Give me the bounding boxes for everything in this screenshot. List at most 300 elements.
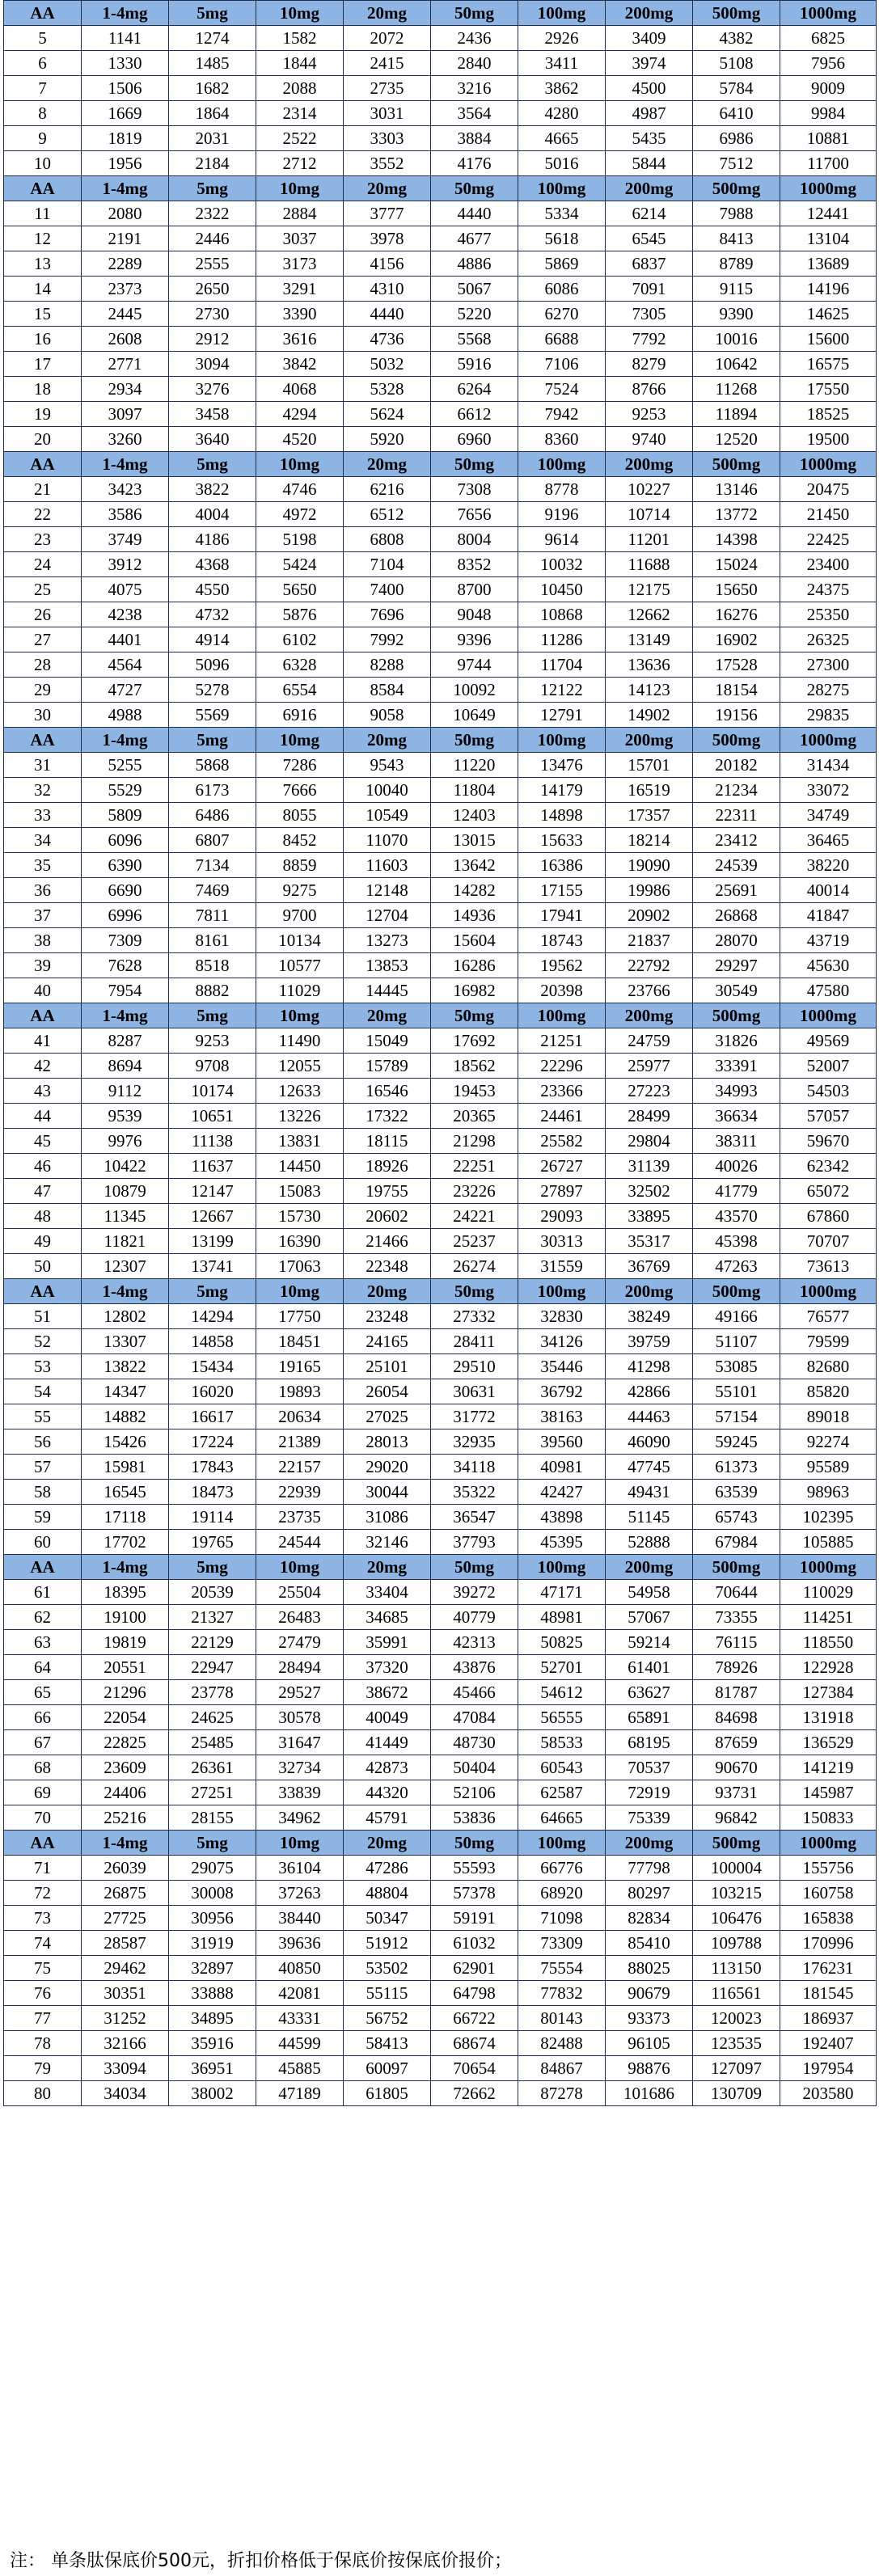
- column-header: 500mg: [693, 1279, 780, 1304]
- price-cell: 22939: [256, 1480, 344, 1505]
- price-cell: 2322: [169, 201, 256, 226]
- price-cell: 63627: [606, 1680, 693, 1705]
- column-header: 200mg: [606, 1555, 693, 1580]
- price-cell: 8004: [431, 527, 518, 552]
- price-cell: 67860: [780, 1204, 877, 1229]
- price-cell: 24375: [780, 577, 877, 602]
- price-cell: 37263: [256, 1881, 344, 1906]
- price-cell: 38220: [780, 853, 877, 878]
- price-cell: 13636: [606, 652, 693, 678]
- price-cell: 6102: [256, 627, 344, 652]
- price-cell: 9115: [693, 277, 780, 302]
- aa-length-cell: 12: [4, 226, 82, 251]
- price-cell: 61032: [431, 1931, 518, 1956]
- column-header: 20mg: [344, 176, 431, 201]
- price-cell: 15650: [693, 577, 780, 602]
- column-header: 20mg: [344, 452, 431, 477]
- column-header: 100mg: [518, 176, 606, 201]
- aa-length-cell: 46: [4, 1154, 82, 1179]
- price-cell: 25977: [606, 1054, 693, 1079]
- column-header: 10mg: [256, 1, 344, 26]
- price-cell: 26361: [169, 1755, 256, 1780]
- aa-length-cell: 15: [4, 302, 82, 327]
- price-cell: 2445: [82, 302, 169, 327]
- aa-length-cell: 34: [4, 828, 82, 853]
- price-cell: 27025: [344, 1404, 431, 1429]
- column-header: 1000mg: [780, 1, 877, 26]
- price-cell: 16286: [431, 953, 518, 978]
- table-row: [4, 903, 877, 928]
- price-cell: 16545: [82, 1480, 169, 1505]
- price-cell: 24625: [169, 1705, 256, 1730]
- price-cell: 7469: [169, 878, 256, 903]
- price-cell: 40014: [780, 878, 877, 903]
- price-cell: 84867: [518, 2056, 606, 2081]
- price-cell: 57154: [693, 1404, 780, 1429]
- column-header: AA: [4, 1555, 82, 1580]
- column-header: 100mg: [518, 1831, 606, 1856]
- price-cell: 80143: [518, 2006, 606, 2031]
- column-header: 200mg: [606, 728, 693, 753]
- price-cell: 33094: [82, 2056, 169, 2081]
- price-cell: 203580: [780, 2081, 877, 2106]
- price-cell: 38249: [606, 1304, 693, 1329]
- price-cell: 1141: [82, 26, 169, 51]
- column-header: 500mg: [693, 1831, 780, 1856]
- price-cell: 118550: [780, 1630, 877, 1655]
- table-row: [4, 602, 877, 627]
- price-cell: 9700: [256, 903, 344, 928]
- column-header: 5mg: [169, 1831, 256, 1856]
- price-cell: 2912: [169, 327, 256, 352]
- price-cell: 26483: [256, 1605, 344, 1630]
- price-cell: 23735: [256, 1505, 344, 1530]
- price-cell: 29510: [431, 1354, 518, 1379]
- column-header: 20mg: [344, 1831, 431, 1856]
- price-cell: 17528: [693, 652, 780, 678]
- price-cell: 9048: [431, 602, 518, 627]
- table-row: [4, 1129, 877, 1154]
- price-cell: 6486: [169, 803, 256, 828]
- price-cell: 34962: [256, 1805, 344, 1831]
- price-cell: 7286: [256, 753, 344, 778]
- column-header: 50mg: [431, 728, 518, 753]
- price-cell: 57067: [606, 1605, 693, 1630]
- price-cell: 10450: [518, 577, 606, 602]
- price-cell: 4440: [344, 302, 431, 327]
- price-cell: 73309: [518, 1931, 606, 1956]
- price-cell: 48981: [518, 1605, 606, 1630]
- price-cell: 15024: [693, 552, 780, 577]
- price-cell: 47263: [693, 1254, 780, 1279]
- aa-length-cell: 49: [4, 1229, 82, 1254]
- price-cell: 19562: [518, 953, 606, 978]
- price-cell: 11345: [82, 1204, 169, 1229]
- price-cell: 5569: [169, 703, 256, 728]
- price-cell: 61401: [606, 1655, 693, 1680]
- price-cell: 56752: [344, 2006, 431, 2031]
- price-cell: 6807: [169, 828, 256, 853]
- price-cell: 2934: [82, 377, 169, 402]
- price-cell: 3216: [431, 76, 518, 101]
- price-cell: 35322: [431, 1480, 518, 1505]
- price-cell: 20182: [693, 753, 780, 778]
- column-header: 1-4mg: [82, 1, 169, 26]
- aa-length-cell: 44: [4, 1104, 82, 1129]
- price-cell: 2184: [169, 151, 256, 176]
- aa-length-cell: 36: [4, 878, 82, 903]
- price-cell: 22296: [518, 1054, 606, 1079]
- price-cell: 19893: [256, 1379, 344, 1404]
- price-cell: 16902: [693, 627, 780, 652]
- aa-length-cell: 8: [4, 101, 82, 126]
- table-row: [4, 1079, 877, 1104]
- price-cell: 4382: [693, 26, 780, 51]
- table-row: [4, 2056, 877, 2081]
- price-cell: 35446: [518, 1354, 606, 1379]
- price-cell: 82834: [606, 1906, 693, 1931]
- price-cell: 12307: [82, 1254, 169, 1279]
- aa-length-cell: 30: [4, 703, 82, 728]
- aa-length-cell: 39: [4, 953, 82, 978]
- column-header: 1000mg: [780, 1279, 877, 1304]
- price-cell: 101686: [606, 2081, 693, 2106]
- price-cell: 4727: [82, 678, 169, 703]
- price-cell: 5328: [344, 377, 431, 402]
- price-cell: 7666: [256, 778, 344, 803]
- column-header: 100mg: [518, 728, 606, 753]
- price-cell: 7309: [82, 928, 169, 953]
- aa-length-cell: 20: [4, 427, 82, 452]
- price-cell: 6328: [256, 652, 344, 678]
- price-cell: 46090: [606, 1429, 693, 1455]
- price-cell: 6986: [693, 126, 780, 151]
- table-row: [4, 151, 877, 176]
- column-header: 500mg: [693, 1, 780, 26]
- price-cell: 23778: [169, 1680, 256, 1705]
- price-cell: 4280: [518, 101, 606, 126]
- price-cell: 16617: [169, 1404, 256, 1429]
- price-cell: 22947: [169, 1655, 256, 1680]
- price-cell: 5876: [256, 602, 344, 627]
- price-cell: 181545: [780, 1981, 877, 2006]
- price-cell: 102395: [780, 1505, 877, 1530]
- price-cell: 6390: [82, 853, 169, 878]
- column-header: 500mg: [693, 1555, 780, 1580]
- table-row: [4, 828, 877, 853]
- column-header: 1-4mg: [82, 1279, 169, 1304]
- price-cell: 11138: [169, 1129, 256, 1154]
- table-row: [4, 1755, 877, 1780]
- price-cell: 116561: [693, 1981, 780, 2006]
- price-cell: 38440: [256, 1906, 344, 1931]
- column-header: 100mg: [518, 1555, 606, 1580]
- aa-length-cell: 59: [4, 1505, 82, 1530]
- table-row: [4, 627, 877, 652]
- price-cell: 22825: [82, 1730, 169, 1755]
- table-row: [4, 251, 877, 277]
- column-header: 10mg: [256, 176, 344, 201]
- price-cell: 3749: [82, 527, 169, 552]
- price-cell: 13146: [693, 477, 780, 502]
- price-cell: 21296: [82, 1680, 169, 1705]
- aa-length-cell: 10: [4, 151, 82, 176]
- price-cell: 22251: [431, 1154, 518, 1179]
- price-cell: 3616: [256, 327, 344, 352]
- price-cell: 85820: [780, 1379, 877, 1404]
- price-cell: 47084: [431, 1705, 518, 1730]
- price-cell: 13853: [344, 953, 431, 978]
- price-cell: 29020: [344, 1455, 431, 1480]
- column-header: 10mg: [256, 1555, 344, 1580]
- price-cell: 155756: [780, 1856, 877, 1881]
- price-cell: 127097: [693, 2056, 780, 2081]
- table-row: [4, 652, 877, 678]
- price-cell: 14902: [606, 703, 693, 728]
- aa-length-cell: 13: [4, 251, 82, 277]
- price-cell: 18395: [82, 1580, 169, 1605]
- aa-length-cell: 78: [4, 2031, 82, 2056]
- price-cell: 90670: [693, 1755, 780, 1780]
- table-row: [4, 678, 877, 703]
- table-row: [4, 2081, 877, 2106]
- price-cell: 49431: [606, 1480, 693, 1505]
- aa-length-cell: 72: [4, 1881, 82, 1906]
- price-cell: 2072: [344, 26, 431, 51]
- price-cell: 186937: [780, 2006, 877, 2031]
- aa-length-cell: 21: [4, 477, 82, 502]
- price-cell: 31434: [780, 753, 877, 778]
- price-cell: 85410: [606, 1931, 693, 1956]
- aa-length-cell: 69: [4, 1780, 82, 1805]
- price-cell: 55593: [431, 1856, 518, 1881]
- price-cell: 9253: [606, 402, 693, 427]
- price-cell: 8360: [518, 427, 606, 452]
- column-header: 20mg: [344, 1555, 431, 1580]
- price-cell: 3822: [169, 477, 256, 502]
- price-cell: 10092: [431, 678, 518, 703]
- price-cell: 18926: [344, 1154, 431, 1179]
- price-cell: 34126: [518, 1329, 606, 1354]
- price-cell: 1506: [82, 76, 169, 101]
- column-header: 1000mg: [780, 452, 877, 477]
- price-cell: 47189: [256, 2081, 344, 2106]
- price-cell: 2373: [82, 277, 169, 302]
- price-cell: 31826: [693, 1028, 780, 1054]
- price-cell: 19156: [693, 703, 780, 728]
- table-row: [4, 226, 877, 251]
- price-cell: 26274: [431, 1254, 518, 1279]
- aa-length-cell: 9: [4, 126, 82, 151]
- price-cell: 59191: [431, 1906, 518, 1931]
- aa-length-cell: 58: [4, 1480, 82, 1505]
- table-row: [4, 1730, 877, 1755]
- price-cell: 14936: [431, 903, 518, 928]
- price-cell: 2840: [431, 51, 518, 76]
- price-cell: 29075: [169, 1856, 256, 1881]
- price-cell: 34749: [780, 803, 877, 828]
- aa-length-cell: 29: [4, 678, 82, 703]
- price-cell: 1485: [169, 51, 256, 76]
- price-cell: 192407: [780, 2031, 877, 2056]
- price-cell: 12441: [780, 201, 877, 226]
- price-cell: 7954: [82, 978, 169, 1003]
- table-row: [4, 1179, 877, 1204]
- table-body: [4, 1, 877, 2106]
- price-cell: 3097: [82, 402, 169, 427]
- price-cell: 45398: [693, 1229, 780, 1254]
- price-cell: 18743: [518, 928, 606, 953]
- table-row: [4, 201, 877, 226]
- price-cell: 28499: [606, 1104, 693, 1129]
- price-cell: 7656: [431, 502, 518, 527]
- aa-length-cell: 5: [4, 26, 82, 51]
- price-cell: 5032: [344, 352, 431, 377]
- table-row: [4, 1054, 877, 1079]
- table-row: [4, 1630, 877, 1655]
- price-cell: 12802: [82, 1304, 169, 1329]
- table-row: [4, 1780, 877, 1805]
- price-cell: 38163: [518, 1404, 606, 1429]
- price-cell: 24461: [518, 1104, 606, 1129]
- price-cell: 31086: [344, 1505, 431, 1530]
- price-cell: 19500: [780, 427, 877, 452]
- price-cell: 27332: [431, 1304, 518, 1329]
- price-cell: 9275: [256, 878, 344, 903]
- column-header: 500mg: [693, 452, 780, 477]
- price-cell: 1669: [82, 101, 169, 126]
- price-cell: 36634: [693, 1104, 780, 1129]
- price-cell: 61373: [693, 1455, 780, 1480]
- column-header: 1-4mg: [82, 1831, 169, 1856]
- price-cell: 2436: [431, 26, 518, 51]
- price-cell: 10577: [256, 953, 344, 978]
- price-cell: 8352: [431, 552, 518, 577]
- price-cell: 4156: [344, 251, 431, 277]
- price-cell: 36547: [431, 1505, 518, 1530]
- column-header: AA: [4, 452, 82, 477]
- column-header: 5mg: [169, 1279, 256, 1304]
- price-cell: 65743: [693, 1505, 780, 1530]
- price-cell: 20475: [780, 477, 877, 502]
- price-cell: 44599: [256, 2031, 344, 2056]
- column-header: 10mg: [256, 728, 344, 753]
- price-cell: 21234: [693, 778, 780, 803]
- table-row: [4, 978, 877, 1003]
- price-cell: 15083: [256, 1179, 344, 1204]
- price-cell: 4440: [431, 201, 518, 226]
- table-row: [4, 1304, 877, 1329]
- table-row: [4, 1705, 877, 1730]
- price-cell: 13689: [780, 251, 877, 277]
- aa-length-cell: 54: [4, 1379, 82, 1404]
- column-header: 20mg: [344, 1003, 431, 1028]
- price-cell: 67984: [693, 1530, 780, 1555]
- column-header: 200mg: [606, 176, 693, 201]
- price-cell: 5198: [256, 527, 344, 552]
- table-row: [4, 577, 877, 602]
- column-header: 10mg: [256, 1003, 344, 1028]
- price-cell: 18473: [169, 1480, 256, 1505]
- price-cell: 176231: [780, 1956, 877, 1981]
- aa-length-cell: 18: [4, 377, 82, 402]
- header-row: [4, 1003, 877, 1028]
- price-cell: 33404: [344, 1580, 431, 1605]
- price-cell: 130709: [693, 2081, 780, 2106]
- table-row: [4, 1379, 877, 1404]
- aa-length-cell: 45: [4, 1129, 82, 1154]
- price-cell: 5529: [82, 778, 169, 803]
- price-cell: 47745: [606, 1455, 693, 1480]
- price-cell: 55115: [344, 1981, 431, 2006]
- price-cell: 57378: [431, 1881, 518, 1906]
- price-cell: 51145: [606, 1505, 693, 1530]
- price-cell: 12520: [693, 427, 780, 452]
- price-cell: 70537: [606, 1755, 693, 1780]
- price-cell: 76577: [780, 1304, 877, 1329]
- price-cell: 6512: [344, 502, 431, 527]
- price-cell: 8694: [82, 1054, 169, 1079]
- header-row: [4, 1279, 877, 1304]
- price-cell: 13772: [693, 502, 780, 527]
- price-cell: 10642: [693, 352, 780, 377]
- price-cell: 3276: [169, 377, 256, 402]
- price-cell: 11286: [518, 627, 606, 652]
- price-cell: 25101: [344, 1354, 431, 1379]
- price-cell: 62342: [780, 1154, 877, 1179]
- price-cell: 21298: [431, 1129, 518, 1154]
- price-cell: 23400: [780, 552, 877, 577]
- aa-length-cell: 26: [4, 602, 82, 627]
- price-cell: 2650: [169, 277, 256, 302]
- price-cell: 9614: [518, 527, 606, 552]
- price-cell: 36769: [606, 1254, 693, 1279]
- price-cell: 17550: [780, 377, 877, 402]
- price-cell: 11704: [518, 652, 606, 678]
- price-cell: 1330: [82, 51, 169, 76]
- aa-length-cell: 25: [4, 577, 82, 602]
- price-cell: 6545: [606, 226, 693, 251]
- table-row: [4, 352, 877, 377]
- price-cell: 23412: [693, 828, 780, 853]
- price-cell: 26727: [518, 1154, 606, 1179]
- price-cell: 16020: [169, 1379, 256, 1404]
- price-cell: 27251: [169, 1780, 256, 1805]
- price-cell: 41779: [693, 1179, 780, 1204]
- price-cell: 20902: [606, 903, 693, 928]
- aa-length-cell: 14: [4, 277, 82, 302]
- price-cell: 38311: [693, 1129, 780, 1154]
- price-cell: 72919: [606, 1780, 693, 1805]
- aa-length-cell: 56: [4, 1429, 82, 1455]
- header-row: [4, 1555, 877, 1580]
- price-cell: 35317: [606, 1229, 693, 1254]
- price-cell: 3031: [344, 101, 431, 126]
- table-row: [4, 1354, 877, 1379]
- price-cell: 23766: [606, 978, 693, 1003]
- price-cell: 45630: [780, 953, 877, 978]
- price-cell: 120023: [693, 2006, 780, 2031]
- price-cell: 29804: [606, 1129, 693, 1154]
- price-cell: 2314: [256, 101, 344, 126]
- price-cell: 9984: [780, 101, 877, 126]
- price-cell: 32897: [169, 1956, 256, 1981]
- table-row: [4, 1329, 877, 1354]
- price-cell: 3390: [256, 302, 344, 327]
- price-cell: 13199: [169, 1229, 256, 1254]
- price-cell: 12633: [256, 1079, 344, 1104]
- price-cell: 32734: [256, 1755, 344, 1780]
